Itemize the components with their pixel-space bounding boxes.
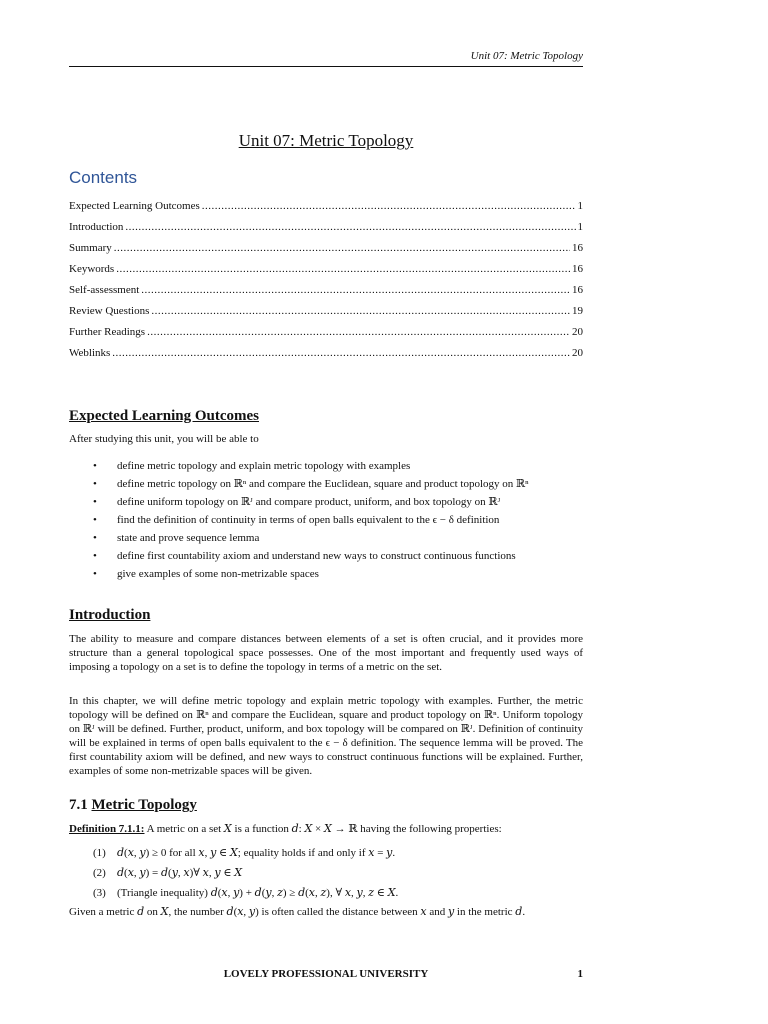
toc-leader-dots: [112, 345, 570, 361]
definition-text: A metric on a set 𝑋 is a function 𝑑: 𝑋 × 𝑋 → ℝ having the following properties:: [146, 823, 502, 835]
toc-entry-page[interactable]: 16: [572, 284, 583, 296]
toc-leader-dots: [125, 219, 575, 235]
list-item: [93, 529, 583, 547]
toc-entry[interactable]: [69, 345, 583, 366]
toc-entry[interactable]: [69, 282, 583, 303]
toc-entry-title[interactable]: Keywords: [69, 263, 115, 275]
bullet-icon: •: [93, 568, 97, 580]
list-item: [93, 863, 583, 883]
toc-entry[interactable]: [69, 198, 583, 219]
list-item: [93, 547, 583, 565]
toc-leader-dots: [202, 198, 576, 214]
toc-entry[interactable]: [69, 240, 583, 261]
metric-properties: [93, 843, 583, 903]
toc-entry-page[interactable]: 19: [572, 305, 583, 317]
list-item: [93, 565, 583, 583]
introduction-heading: Introduction: [69, 607, 151, 623]
outcome-text: define uniform topology on ℝᴶ and compare product, uniform, and box topology on ℝᴶ: [117, 496, 501, 508]
section-title: Metric Topology: [91, 797, 197, 813]
table-of-contents: [69, 198, 583, 366]
toc-entry-title[interactable]: Expected Learning Outcomes: [69, 200, 200, 212]
bullet-icon: •: [93, 496, 97, 508]
outcomes-heading: Expected Learning Outcomes: [69, 408, 259, 424]
toc-leader-dots: [116, 261, 570, 277]
toc-leader-dots: [147, 324, 570, 340]
list-item: [93, 843, 583, 863]
footer-university: LOVELY PROFESSIONAL UNIVERSITY: [223, 968, 429, 980]
outcomes-intro: After studying this unit, you will be able to: [69, 433, 259, 445]
bullet-icon: •: [93, 460, 97, 472]
toc-entry[interactable]: [69, 261, 583, 282]
page-title: Unit 07: Metric Topology: [238, 131, 414, 150]
toc-entry-title[interactable]: Review Questions: [69, 305, 150, 317]
list-item: [93, 883, 583, 903]
property-number: (1): [93, 847, 106, 859]
toc-leader-dots: [114, 240, 570, 256]
toc-entry-page[interactable]: 16: [572, 242, 583, 254]
bullet-icon: •: [93, 514, 97, 526]
definition-label: Definition 7.1.1:: [69, 823, 145, 835]
introduction-paragraph-2: In this chapter, we will define metric topology and explain metric topology with examples. Further, the metric topology will be defined on ℝⁿ and compare the Euclidean, square and product topology on ℝⁿ. Uniform topology on ℝᴶ will be defined. Further, product, uniform, and box topology will be compared on ℝᴶ. Definition of continuity will be explained in terms of open balls equivalent to the ϵ − δ definition. The sequence lemma will be proved. The first countability axiom will be defined, and new ways to construct continuous functions will be explained. Further, examples of some non-metrizable spaces will be given.: [69, 695, 583, 777]
footer-page-number: 1: [577, 968, 583, 980]
toc-entry-page[interactable]: 20: [572, 326, 583, 338]
list-item: [93, 493, 583, 511]
running-header: Unit 07: Metric Topology: [470, 50, 583, 62]
property-number: (3): [93, 887, 106, 899]
toc-entry-title[interactable]: Introduction: [69, 221, 124, 233]
toc-entry-page[interactable]: 1: [577, 221, 583, 233]
toc-entry-title[interactable]: Self-assessment: [69, 284, 140, 296]
section-number: 7.1: [69, 797, 88, 813]
list-item: [93, 475, 583, 493]
toc-entry[interactable]: [69, 219, 583, 240]
toc-entry-page[interactable]: 1: [577, 200, 583, 212]
property-number: (2): [93, 867, 106, 879]
introduction-paragraph-1: The ability to measure and compare distances between elements of a set is often crucial, and it provides more structure than a general topological space possesses. One of the most important and frequently used ways of imposing a topology on a set is to define the topology in terms of a metric on the set.: [69, 633, 583, 673]
toc-entry-page[interactable]: 20: [572, 347, 583, 359]
outcome-text: find the definition of continuity in terms of open balls equivalent to the ϵ − δ definition: [117, 514, 500, 526]
outcome-text: state and prove sequence lemma: [117, 532, 260, 544]
distance-paragraph: Given a metric 𝑑 on 𝑋, the number 𝑑(𝑥, 𝑦) is often called the distance between 𝑥 and 𝑦 in the metric 𝑑.: [69, 906, 526, 918]
toc-entry-page[interactable]: 16: [572, 263, 583, 275]
outcome-text: define first countability axiom and understand new ways to construct continuous functions: [117, 550, 516, 562]
bullet-icon: •: [93, 478, 97, 490]
list-item: [93, 457, 583, 475]
toc-entry-title[interactable]: Further Readings: [69, 326, 146, 338]
property-text: 𝑑(𝑥, 𝑦) = 𝑑(𝑦, 𝑥)∀ 𝑥, 𝑦 ∈ 𝑋: [117, 867, 243, 879]
header-rule: [69, 66, 583, 67]
toc-entry-title[interactable]: Weblinks: [69, 347, 111, 359]
bullet-icon: •: [93, 550, 97, 562]
list-item: [93, 511, 583, 529]
toc-entry[interactable]: [69, 324, 583, 345]
contents-heading: Contents: [69, 168, 138, 187]
section-7-1-heading: [69, 797, 197, 814]
outcome-text: define metric topology and explain metric topology with examples: [117, 460, 411, 472]
toc-entry[interactable]: [69, 303, 583, 324]
outcome-text: define metric topology on ℝⁿ and compare the Euclidean, square and product topology on ℝⁿ: [117, 478, 529, 490]
outcomes-list: [93, 457, 583, 583]
property-text: (Triangle inequality) 𝑑(𝑥, 𝑦) + 𝑑(𝑦, 𝑧) ≥ 𝑑(𝑥, 𝑧), ∀ 𝑥, 𝑦, 𝑧 ∈ 𝑋.: [117, 887, 399, 899]
definition-7-1-1: [69, 822, 583, 836]
property-text: 𝑑(𝑥, 𝑦) ≥ 0 for all 𝑥, 𝑦 ∈ 𝑋; equality holds if and only if 𝑥 = 𝑦.: [117, 847, 396, 859]
bullet-icon: •: [93, 532, 97, 544]
toc-leader-dots: [141, 282, 570, 298]
toc-entry-title[interactable]: Summary: [69, 242, 112, 254]
toc-leader-dots: [151, 303, 570, 319]
outcome-text: give examples of some non-metrizable spaces: [117, 568, 319, 580]
